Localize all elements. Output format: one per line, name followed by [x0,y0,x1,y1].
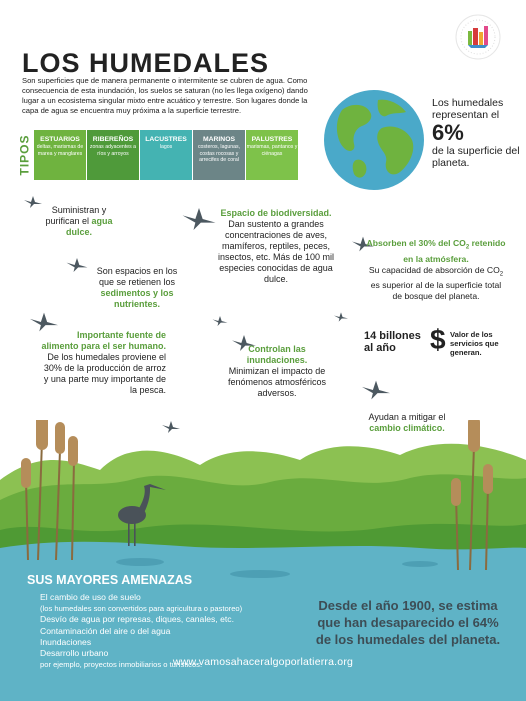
threat-item: El cambio de uso de suelo (los humedales son convertidos para agricultura o pastoreo) [40,592,243,614]
tipo-estuarios: ESTUARIOS deltas, marismas de marea y manglares [34,130,86,180]
fact-biodiversity: Espacio de biodiversidad. Dan sustento a grandes concentraciones de aves, mamíferos, reptiles, peces, insectos, etc. Más de 100 mil especies conocidas de agua dulce. [217,208,335,284]
organization-logo [455,14,501,60]
loss-stat: Desde el año 1900, se estima que han desaparecido el 64% de los humedales del planeta. [315,598,501,647]
tipos-label: TIPOS [17,134,32,176]
page-title: LOS HUMEDALES [22,48,270,78]
fact-climate: Ayudan a mitigar el cambio climático. [368,412,446,433]
fact-sediments: Son espacios en los que se retienen los sedimentos y los nutrientes. [96,266,178,309]
services-amount: 14 billones al año [364,330,421,354]
fact-purify: Suministran y purifican el agua dulce. [45,205,113,237]
fact-co2: Absorben el 30% del $CO_2$ retenido en la atmósfera. Su capacidad de absorción de $CO_2$ es superior al de la superficie total de bosque del planeta. [366,238,506,302]
bird-icon [334,312,348,322]
globe-icon [322,88,426,192]
bird-icon [66,258,88,272]
fact-food: Importante fuente de alimento para el ser humano. De los humedales proviene el 30% de la producción de arroz y una parte muy importante de la pesca. [41,330,166,395]
bird-icon [212,316,228,326]
threat-item: Contaminación del aire o del agua [40,625,171,636]
bird-icon [362,380,390,400]
tipo-palustres: PALUSTRES marismas, pantanos y ciénagas [246,130,298,180]
tipo-lacustres: LACUSTRES lagos [140,130,192,180]
intro-text: Son superficies que de manera permanente o intermitente se cubren de agua. Como consecuencia de esta inundación, los suelos se saturan (no les llega oxígeno) dando lugar a un ecosistema singular mixto entre acuático y terrestre. Son lugares donde la capa de agua se encuentra muy próxima a la superficie terrestre. [22,76,308,115]
globe-stat: Los humedales representan el 6% de la superficie del planeta. [432,97,520,169]
tipo-riberenos: RIBEREÑOS zonas adyacentes a ríos y arroyos [87,130,139,180]
threat-item: Inundaciones [40,636,92,647]
threat-item: Desvío de agua por represas, diques, canales, etc. [40,614,234,625]
bird-icon [30,312,58,332]
tipo-marinos: MARINOS costeros, lagunas, costas rocosas y arrecifes de coral [193,130,245,180]
threats-title: SUS MAYORES AMENAZAS [27,573,193,587]
threat-item: Desarrollo urbano por ejemplo, proyectos inmobiliarios o turísticos. [40,648,203,670]
dollar-icon: $ [430,324,446,355]
website-link[interactable]: www.vamosahaceralgoporlatierra.org [172,656,354,668]
tipos-strip [34,130,299,180]
services-value: 14 billones al año $ Valor de los servicios que generan. [364,324,499,357]
fact-floods: Controlan las inundaciones. Minimizan el impacto de fenómenos atmosféricos adversos. [227,344,327,398]
